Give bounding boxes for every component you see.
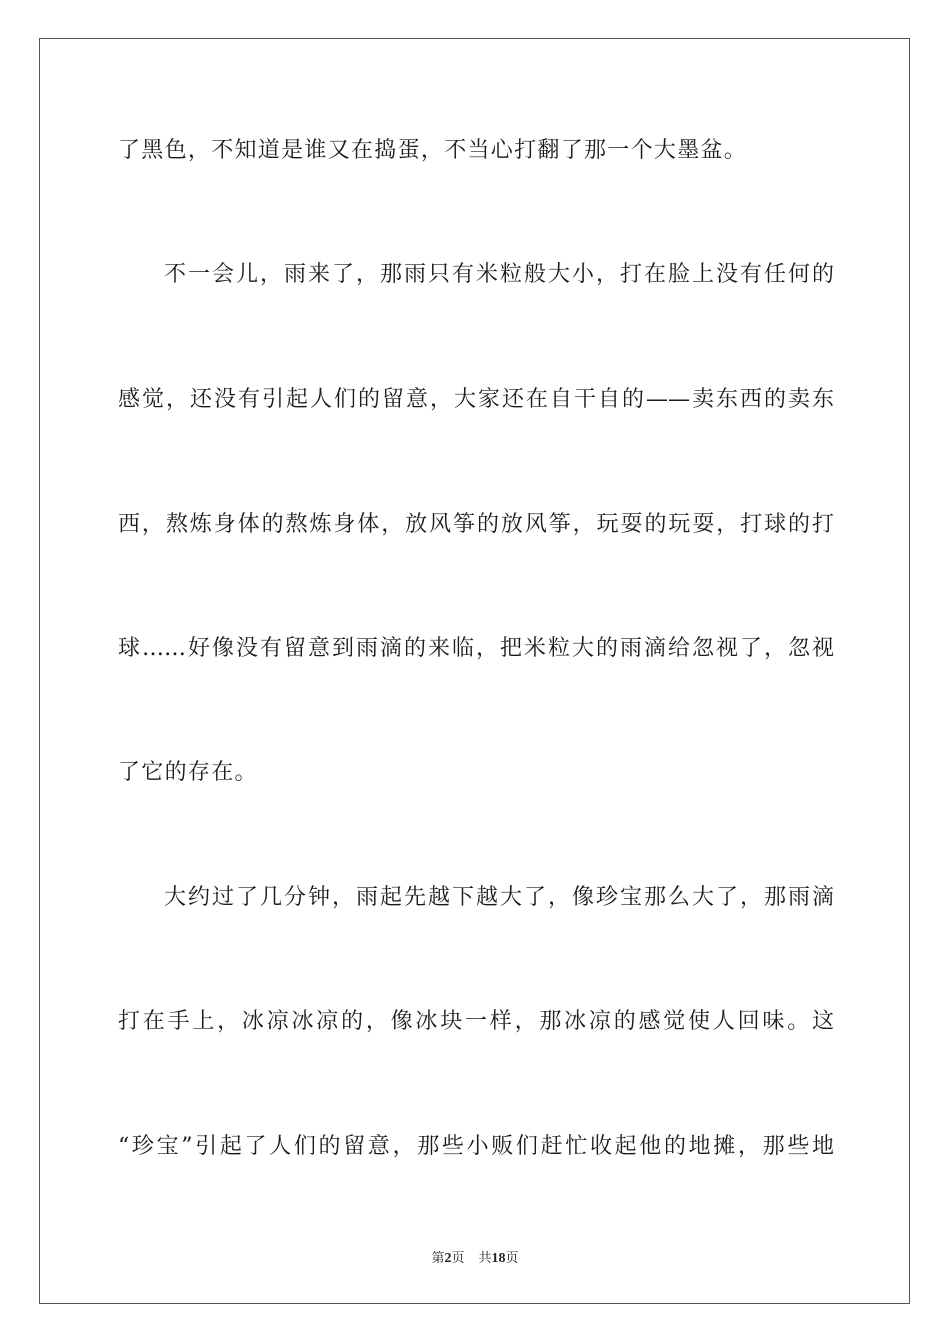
text-line-6: 了它的存在。: [118, 760, 258, 785]
footer-total-pages: 18: [491, 1251, 506, 1266]
text-line-8: 打在手上，冰凉冰凉的，像冰块一样，那冰凉的感觉使人回味。这: [118, 1009, 834, 1034]
text-line-1: 了黑色，不知道是谁又在捣蛋，不当心打翻了那一个大墨盆。: [118, 138, 748, 163]
footer-total-prefix: 共: [478, 1251, 492, 1266]
page-footer: [0, 1247, 950, 1267]
footer-total-suffix: 页: [505, 1251, 519, 1266]
text-line-5: 球……好像没有留意到雨滴的来临，把米粒大的雨滴给忽视了，忽视: [118, 636, 834, 661]
text-line-2: 不一会儿，雨来了，那雨只有米粒般大小，打在脸上没有任何的: [164, 262, 834, 287]
text-line-9: “珍宝”引起了人们的留意，那些小贩们赶忙收起他的地摊，那些地: [118, 1134, 834, 1159]
page-border: [39, 38, 910, 1304]
text-line-3: 感觉，还没有引起人们的留意，大家还在自干自的——卖东西的卖东: [118, 387, 834, 412]
footer-page-number: 2: [444, 1251, 452, 1266]
text-line-7: 大约过了几分钟，雨起先越下越大了，像珍宝那么大了，那雨滴: [164, 885, 834, 910]
footer-page-suffix: 页: [451, 1251, 465, 1266]
footer-prefix: 第: [431, 1251, 445, 1266]
text-line-4: 西，熬炼身体的熬炼身体，放风筝的放风筝，玩耍的玩耍，打球的打: [118, 512, 834, 537]
